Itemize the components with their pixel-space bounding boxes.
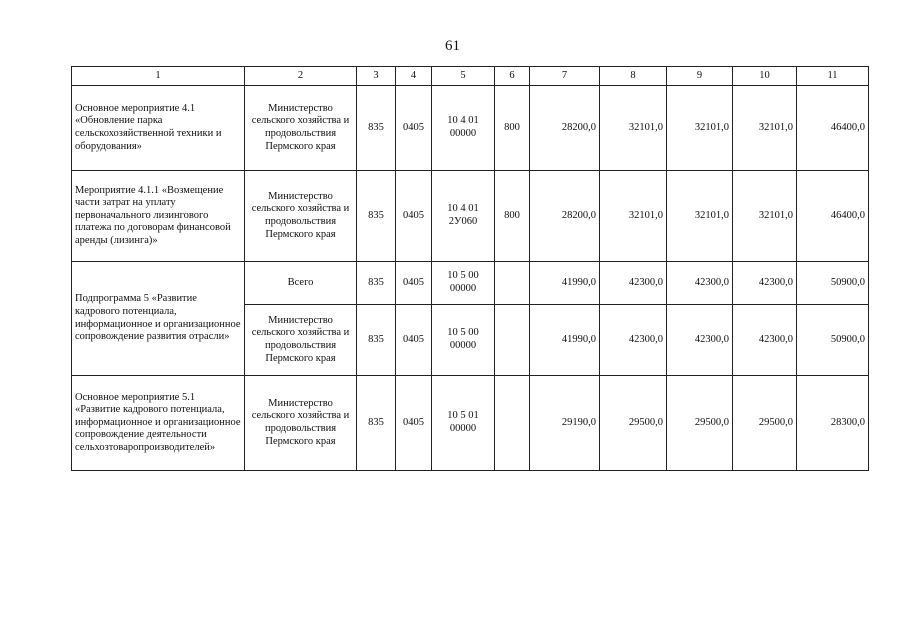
target-article-part-1: 10 4 01 <box>447 203 479 215</box>
col-header-7: 7 <box>530 67 600 86</box>
page-number: 61 <box>445 38 460 54</box>
value-cell: 32101,0 <box>667 171 733 262</box>
value-cell: 42300,0 <box>667 262 733 305</box>
ministry-code-cell: 835 <box>357 376 396 471</box>
expense-type-cell <box>495 305 530 376</box>
value-cell: 29190,0 <box>530 376 600 471</box>
value-cell: 50900,0 <box>797 262 869 305</box>
budget-table <box>71 66 869 471</box>
target-article-part-1: 10 5 01 <box>447 410 479 422</box>
value-cell: 28200,0 <box>530 86 600 171</box>
value-cell: 28300,0 <box>797 376 869 471</box>
expense-type-cell <box>495 376 530 471</box>
value-cell: 29500,0 <box>733 376 797 471</box>
value-cell: 42300,0 <box>667 305 733 376</box>
target-article-part-2: 00000 <box>449 340 477 351</box>
expense-type-cell: 800 <box>495 171 530 262</box>
target-article-part-2: 2У060 <box>448 216 478 227</box>
table-row <box>72 376 869 471</box>
ministry-code-cell: 835 <box>357 305 396 376</box>
section-code-cell: 0405 <box>396 262 432 305</box>
table-row <box>72 262 869 305</box>
ministry-code-cell: 835 <box>357 171 396 262</box>
value-cell: 32101,0 <box>667 86 733 171</box>
value-cell: 29500,0 <box>667 376 733 471</box>
executor-cell: Всего <box>245 262 357 305</box>
col-header-3: 3 <box>357 67 396 86</box>
value-cell: 42300,0 <box>733 305 797 376</box>
table-row <box>72 86 869 171</box>
executor-cell: Министерство сельского хозяйства и продовольствия Пермского края <box>245 376 357 471</box>
program-name-cell: Основное мероприятие 5.1 «Развитие кадрового потенциала, информационное и организационное сопровождение деятельности сельхозтоваропроизводителей» <box>72 376 245 471</box>
expense-type-cell <box>495 262 530 305</box>
value-cell: 32101,0 <box>600 86 667 171</box>
col-header-1: 1 <box>72 67 245 86</box>
col-header-10: 10 <box>733 67 797 86</box>
target-article-cell <box>432 262 495 305</box>
table-row <box>72 171 869 262</box>
col-header-6: 6 <box>495 67 530 86</box>
col-header-5: 5 <box>432 67 495 86</box>
program-name-cell: Мероприятие 4.1.1 «Возмещение части затрат на уплату первоначального лизингового платежа по договорам финансовой аренды (лизинга)» <box>72 171 245 262</box>
value-cell: 32101,0 <box>733 171 797 262</box>
executor-cell: Министерство сельского хозяйства и продовольствия Пермского края <box>245 305 357 376</box>
executor-cell: Министерство сельского хозяйства и продовольствия Пермского края <box>245 86 357 171</box>
value-cell: 46400,0 <box>797 86 869 171</box>
section-code-cell: 0405 <box>396 86 432 171</box>
value-cell: 32101,0 <box>600 171 667 262</box>
value-cell: 46400,0 <box>797 171 869 262</box>
value-cell: 28200,0 <box>530 171 600 262</box>
header-row <box>72 67 869 86</box>
col-header-11: 11 <box>797 67 869 86</box>
target-article-part-2: 00000 <box>449 128 477 139</box>
value-cell: 42300,0 <box>600 305 667 376</box>
target-article-cell <box>432 171 495 262</box>
col-header-9: 9 <box>667 67 733 86</box>
col-header-4: 4 <box>396 67 432 86</box>
value-cell: 42300,0 <box>733 262 797 305</box>
expense-type-cell: 800 <box>495 86 530 171</box>
target-article-part-2: 00000 <box>449 423 477 434</box>
value-cell: 50900,0 <box>797 305 869 376</box>
target-article-part-1: 10 4 01 <box>447 115 479 127</box>
value-cell: 41990,0 <box>530 305 600 376</box>
target-article-cell <box>432 376 495 471</box>
program-name-cell: Основное мероприятие 4.1 «Обновление парка сельскохозяйственной техники и оборудования» <box>72 86 245 171</box>
value-cell: 41990,0 <box>530 262 600 305</box>
section-code-cell: 0405 <box>396 171 432 262</box>
value-cell: 29500,0 <box>600 376 667 471</box>
executor-cell: Министерство сельского хозяйства и продовольствия Пермского края <box>245 171 357 262</box>
ministry-code-cell: 835 <box>357 86 396 171</box>
target-article-part-1: 10 5 00 <box>447 270 479 282</box>
target-article-part-2: 00000 <box>449 283 477 294</box>
section-code-cell: 0405 <box>396 376 432 471</box>
target-article-cell <box>432 305 495 376</box>
target-article-cell <box>432 86 495 171</box>
value-cell: 32101,0 <box>733 86 797 171</box>
program-name-cell: Подпрограмма 5 «Развитие кадрового потенциала, информационное и организационное сопровождение развития отрасли» <box>72 262 245 376</box>
ministry-code-cell: 835 <box>357 262 396 305</box>
col-header-2: 2 <box>245 67 357 86</box>
col-header-8: 8 <box>600 67 667 86</box>
value-cell: 42300,0 <box>600 262 667 305</box>
target-article-part-1: 10 5 00 <box>447 327 479 339</box>
section-code-cell: 0405 <box>396 305 432 376</box>
